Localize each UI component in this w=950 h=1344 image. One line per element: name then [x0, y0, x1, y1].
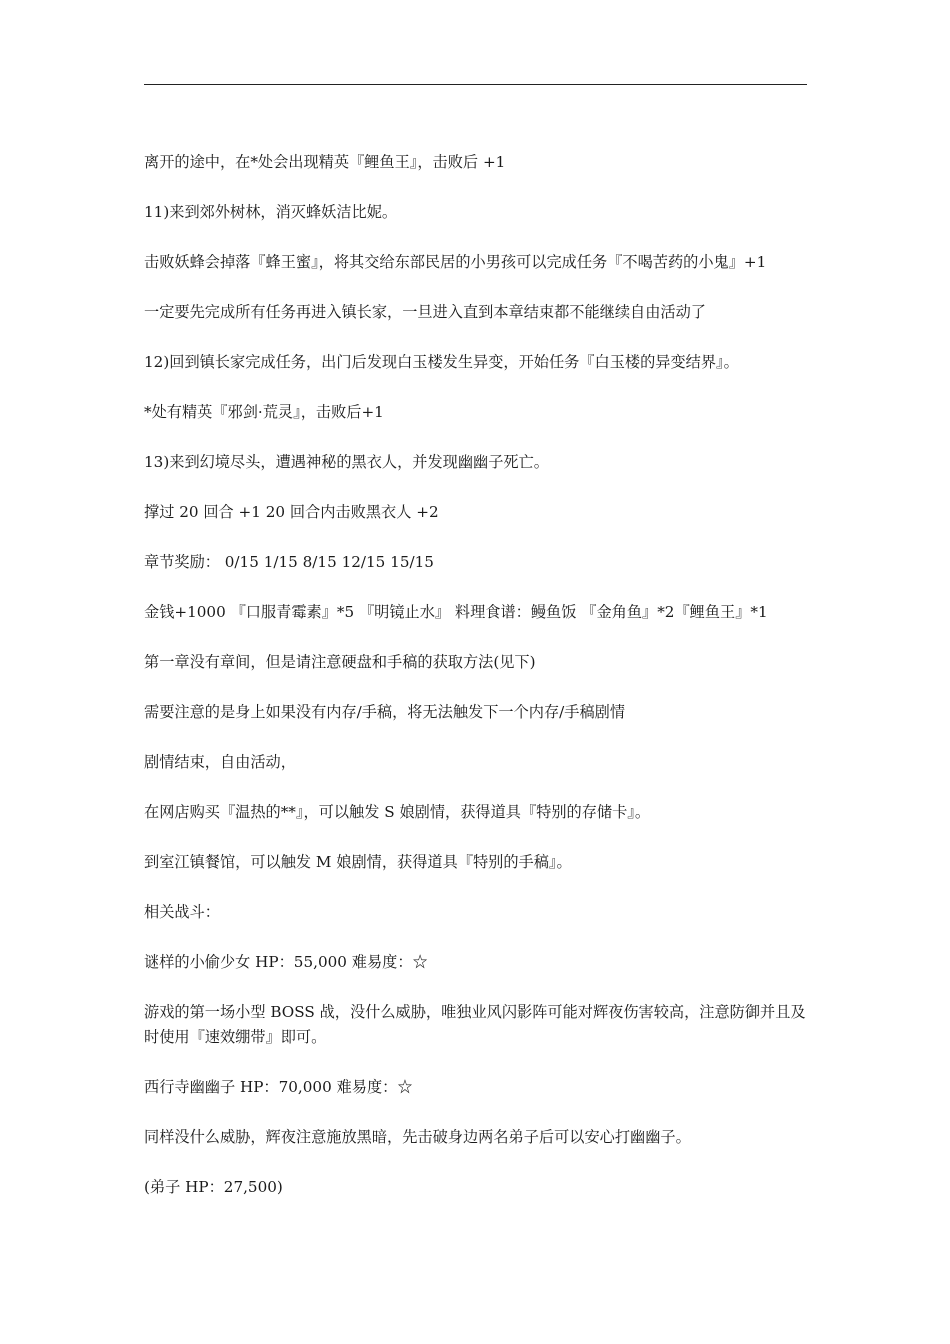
paragraph: 西行寺幽幽子 HP：70,000 难易度：☆: [144, 1078, 413, 1096]
paragraph: (弟子 HP：27,500): [144, 1178, 283, 1196]
paragraph: *处有精英『邪剑·荒灵』，击败后+1: [144, 403, 384, 421]
paragraph: 11)来到郊外树林，消灭蜂妖洁比妮。: [144, 203, 398, 221]
paragraph: 谜样的小偷少女 HP：55,000 难易度：☆: [144, 953, 428, 971]
paragraph: 相关战斗：: [144, 903, 220, 921]
paragraph: 13)来到幻境尽头，遭遇神秘的黑衣人，并发现幽幽子死亡。: [144, 453, 549, 471]
paragraph: 第一章没有章间，但是请注意硬盘和手稿的获取方法(见下): [144, 653, 536, 671]
paragraph: 剧情结束，自由活动，: [144, 753, 296, 771]
paragraph: 到室江镇餐馆，可以触发 M 娘剧情，获得道具『特别的手稿』。: [144, 853, 572, 871]
paragraph: 需要注意的是身上如果没有内存/手稿，将无法触发下一个内存/手稿剧情: [144, 703, 626, 721]
paragraph: 金钱+1000 『口服青霉素』*5 『明镜止水』 料理食谱：鳗鱼饭 『金角鱼』*2『鲤鱼王』*1: [144, 603, 768, 621]
paragraph: 击败妖蜂会掉落『蜂王蜜』，将其交给东部民居的小男孩可以完成任务『不喝苦药的小鬼』+1: [144, 253, 767, 271]
paragraph: 游戏的第一场小型 BOSS 战，没什么威胁，唯独业风闪影阵可能对辉夜伤害较高，注意防御并且及时使用『速效绷带』即可。: [144, 1003, 806, 1046]
paragraph: 同样没什么威胁，辉夜注意施放黑暗，先击破身边两名弟子后可以安心打幽幽子。: [144, 1128, 691, 1146]
paragraph: 离开的途中，在*处会出现精英『鲤鱼王』，击败后 +1: [144, 153, 506, 171]
paragraph: 一定要先完成所有任务再进入镇长家，一旦进入直到本章结束都不能继续自由活动了: [144, 303, 706, 321]
paragraph: 在网店购买『温热的**』，可以触发 S 娘剧情，获得道具『特别的存储卡』。: [144, 803, 651, 821]
paragraph: 撑过 20 回合 +1 20 回合内击败黑衣人 +2: [144, 503, 439, 521]
paragraph: 章节奖励： 0/15 1/15 8/15 12/15 15/15: [144, 553, 434, 571]
document-body: [144, 150, 807, 1200]
header-rule: [144, 84, 807, 85]
paragraph: 12)回到镇长家完成任务，出门后发现白玉楼发生异变，开始任务『白玉楼的异变结界』。: [144, 353, 739, 371]
